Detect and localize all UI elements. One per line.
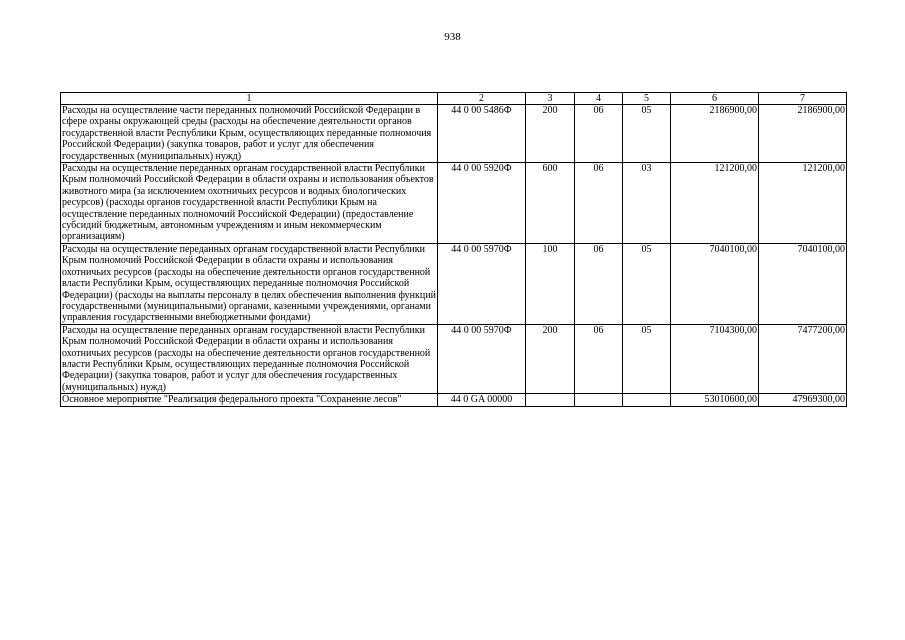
- row-col-5: 05: [623, 243, 671, 324]
- row-col-5: [623, 394, 671, 406]
- row-description: Основное мероприятие "Реализация федерального проекта "Сохранение лесов": [61, 394, 438, 406]
- row-code: 44 0 00 5970Ф: [438, 243, 526, 324]
- page-number: 938: [444, 31, 461, 43]
- row-col-7: 47969300,00: [759, 394, 847, 406]
- table-row: [61, 394, 847, 406]
- row-col-6: 7040100,00: [671, 243, 759, 324]
- row-col-7: 2186900,00: [759, 105, 847, 163]
- row-col-3: 100: [526, 243, 575, 324]
- row-col-7: 7477200,00: [759, 324, 847, 393]
- row-code: 44 0 00 5920Ф: [438, 163, 526, 244]
- header-col-2: 2: [438, 93, 526, 105]
- row-description: Расходы на осуществление переданных органам государственной власти Республики Крым полномочий Российской Федерации в области охраны и использования охотничьих ресурсов (расходы на обеспечение деятельности органов государственной власти Республики Крым, осуществляющих переданные полномочия Российской Федерации) (расходы на выплаты персоналу в целях обеспечения выполнения функций государственными (муниципальными) органами, казенными учреждениями, органами управления государственными внебюджетными фондами): [62, 243, 436, 324]
- row-col-5: 05: [623, 105, 671, 163]
- header-col-3: 3: [526, 93, 575, 105]
- header-col-5: 5: [623, 93, 671, 105]
- row-col-3: 600: [526, 163, 575, 244]
- row-description: Расходы на осуществление переданных органам государственной власти Республики Крым полномочий Российской Федерации в области охраны и использования объектов животного мира (за исключением охотничьих ресурсов и водных биологических ресурсов) (расходы органов государственной власти Республики Крым на осуществление переданных полномочий Российской Федерации) (предоставление субсидий бюджетным, автономным учреждениям и иным некоммерческим организациям): [61, 163, 438, 244]
- header-col-4: 4: [575, 93, 623, 105]
- row-code: 44 0 00 5486Ф: [438, 105, 526, 163]
- row-col-4: 06: [575, 105, 623, 163]
- table-row: [61, 105, 847, 163]
- table-row: [61, 163, 847, 244]
- row-col-3: [526, 394, 575, 406]
- row-col-7: 7040100,00: [759, 243, 847, 324]
- header-col-7: 7: [759, 93, 847, 105]
- row-code: 44 0 GA 00000: [438, 394, 526, 406]
- row-col-4: 06: [575, 163, 623, 244]
- row-col-3: 200: [526, 324, 575, 393]
- header-row: [61, 93, 847, 105]
- table-row: [61, 243, 847, 324]
- row-col-4: 06: [575, 243, 623, 324]
- row-col-6: 2186900,00: [671, 105, 759, 163]
- row-col-6: 121200,00: [671, 163, 759, 244]
- header-col-1: 1: [61, 93, 438, 105]
- row-col-4: 06: [575, 324, 623, 393]
- row-description: Расходы на осуществление переданных органам государственной власти Республики Крым полномочий Российской Федерации в области охраны и использования охотничьих ресурсов (расходы на обеспечение деятельности органов государственной власти Республики Крым, осуществляющих переданные полномочия Российской Федерации) (закупка товаров, работ и услуг для обеспечения государственных (муниципальных) нужд): [61, 324, 438, 393]
- table-row: [61, 324, 847, 393]
- header-col-6: 6: [671, 93, 759, 105]
- row-col-3: 200: [526, 105, 575, 163]
- budget-table: [60, 92, 847, 407]
- row-col-7: 121200,00: [759, 163, 847, 244]
- row-col-5: 03: [623, 163, 671, 244]
- row-code: 44 0 00 5970Ф: [438, 324, 526, 393]
- row-description: Расходы на осуществление части переданных полномочий Российской Федерации в сфере охраны окружающей среды (расходы на обеспечение деятельности органов государственной власти Республики Крым, осуществляющих переданные полномочия Российской Федерации) (закупка товаров, работ и услуг для обеспечения государственных (муниципальных) нужд): [61, 105, 438, 163]
- row-col-5: 05: [623, 324, 671, 393]
- row-col-4: [575, 394, 623, 406]
- row-col-6: 7104300,00: [671, 324, 759, 393]
- row-col-6: 53010600,00: [671, 394, 759, 406]
